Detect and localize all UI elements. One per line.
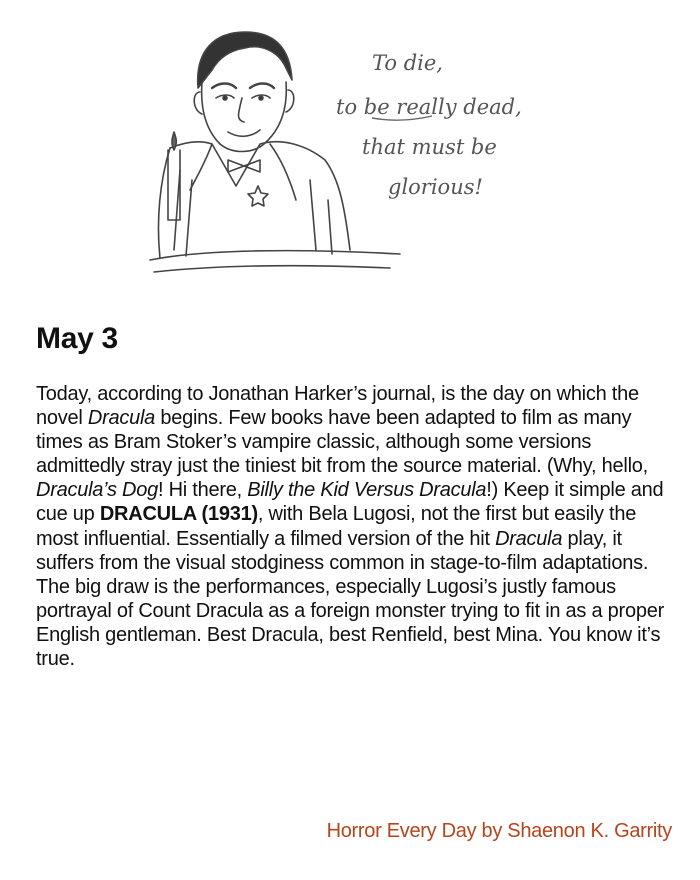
play-title-dracula: Dracula bbox=[495, 527, 563, 550]
body-text-part: begins. Few books have been adapted to film as many times as Bram Stoker’s vampire classic, although some versions admittedly stray just the tiniest bit from the source material. (Why, hello, bbox=[36, 407, 648, 478]
speech-line-2: to be really dead, bbox=[336, 95, 522, 119]
speech-line-1: To die, bbox=[372, 51, 443, 75]
speech-line-4: glorious! bbox=[388, 175, 483, 199]
sketch-cape bbox=[170, 142, 350, 250]
body-text-part: ! Hi there, bbox=[158, 479, 248, 502]
body-text-part: Today, according to Jonathan Harker’s journal, is the day on which the novel bbox=[36, 383, 639, 430]
author-credit: Horror Every Day by Shaenon K. Garrity bbox=[326, 820, 672, 842]
film-title-billy-the-kid: Billy the Kid Versus Dracula bbox=[247, 479, 487, 502]
entry-date-heading: May 3 bbox=[36, 322, 118, 355]
dracula-sketch bbox=[140, 10, 560, 280]
film-title-draculas-dog: Dracula’s Dog bbox=[36, 479, 158, 502]
body-text-part: !) Keep it simple and cue up bbox=[36, 479, 664, 526]
book-title-dracula: Dracula bbox=[87, 407, 156, 430]
sketch-hair bbox=[198, 32, 292, 88]
sketch-medallion bbox=[248, 186, 268, 206]
featured-film-title: DRACULA (1931) bbox=[99, 503, 258, 526]
speech-line-3: that must be bbox=[362, 135, 497, 159]
body-text-part: play, it suffers from the visual stodginess common in stage-to-film adaptations. The big draw is the performances, especially Lugosi’s justly famous portrayal of Count Dracula as a foreign monster trying to fit in as a proper English gentleman. Best Dracula, best Renfield, best Mina. You know it’s true. bbox=[36, 527, 664, 671]
body-text-part: , with Bela Lugosi, not the first but easily the most influential. Essentially a filmed version of the hit bbox=[36, 503, 637, 550]
entry-body bbox=[36, 382, 676, 671]
